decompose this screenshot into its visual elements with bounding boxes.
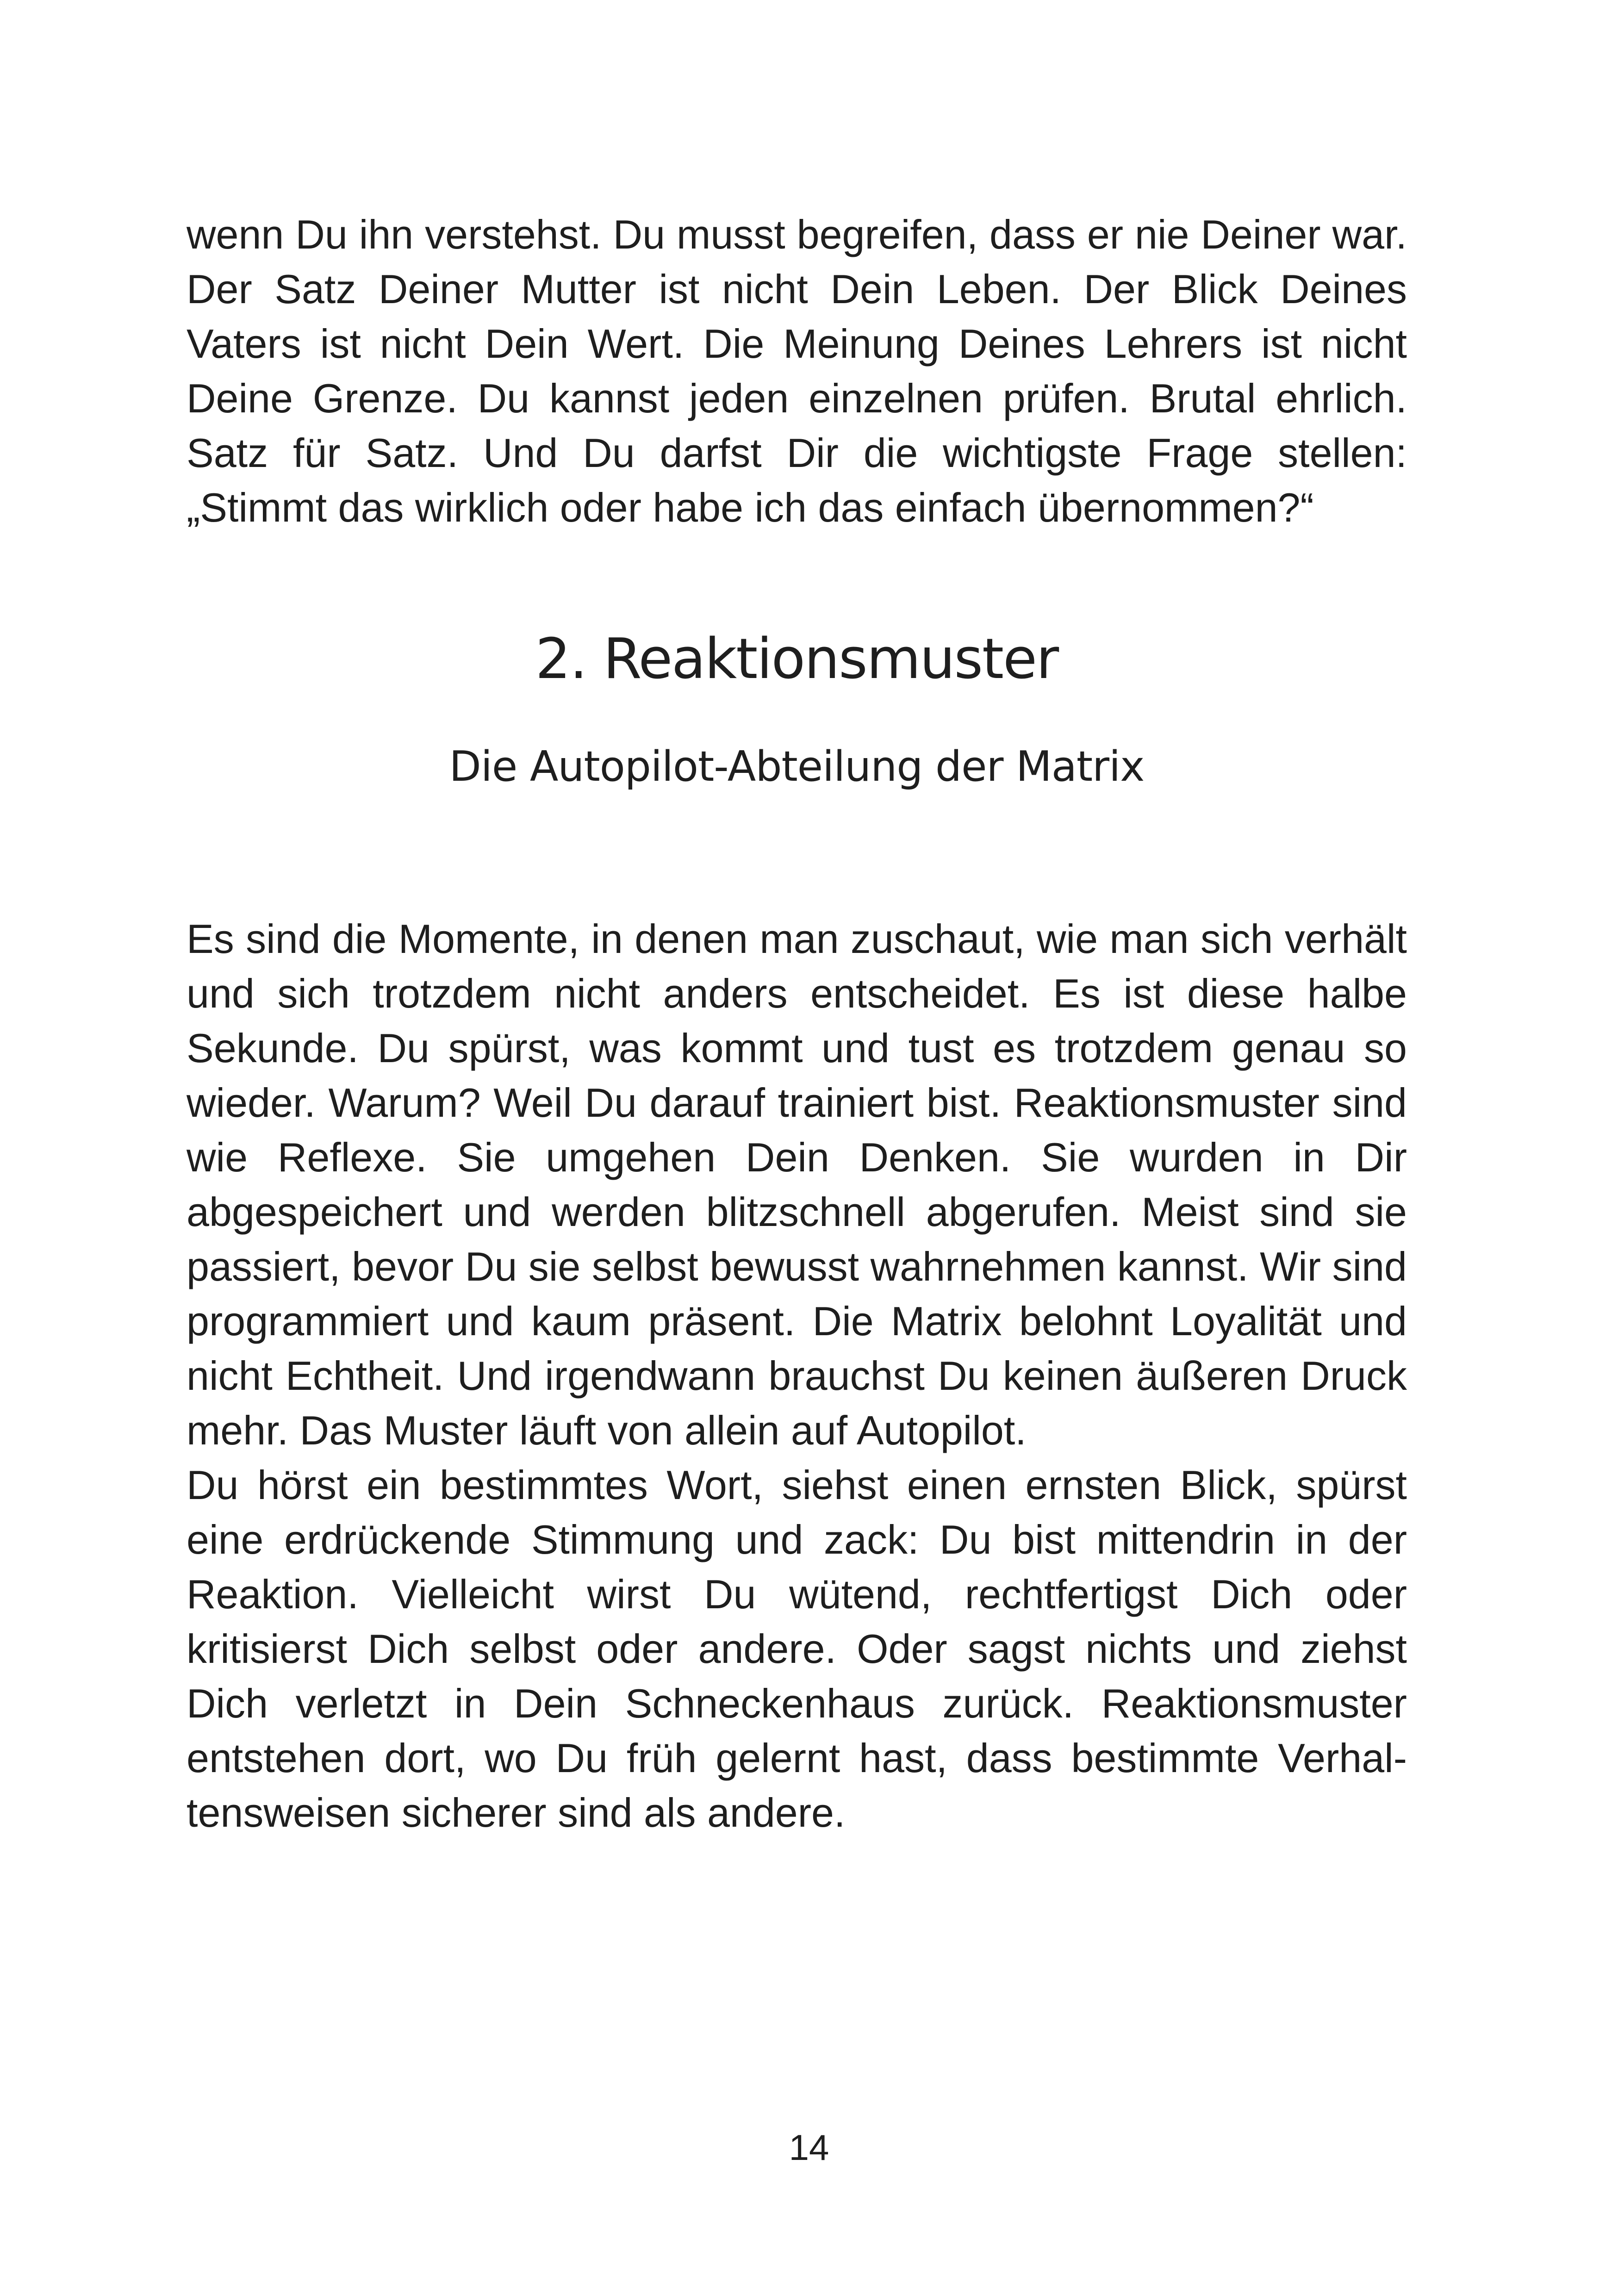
body-paragraph-2: Du hörst ein bestimmtes Wort, siehst einen ernsten Blick, spürst eine erdrückende Stimmung und zack: Du bist mittendrin in der Reaktion. Vielleicht wirst Du wütend, rechtfertigst Dich oder kritisierst Dich selbst oder andere. Oder sagst nichts und ziehst Dich verletzt in Dein Schneckenhaus zurück. Reaktionsmuster entstehen dort, wo Du früh gelernt hast, dass bestimmte Verhaltensweisen sicherer sind als andere. — [187, 1462, 1407, 1836]
chapter-title: 2. Reaktionsmuster — [535, 627, 1058, 691]
body-paragraph-1: Es sind die Momente, in denen man zuschaut, wie man sich verhält und sich trotzdem nicht anders entscheidet. Es ist diese halbe Sekunde. Du spürst, was kommt und tust es trotzdem genau so wieder. Warum? Weil Du darauf trainiert bist. Reaktionsmuster sind wie Reflexe. Sie umgehen Dein Denken. Sie wurden in Dir abgespeichert und werden blitzschnell abgerufen. Meist sind sie passiert, bevor Du sie selbst bewusst wahrnehmen kannst. Wir sind programmiert und kaum präsent. Die Matrix belohnt Loyalität und nicht Echtheit. Und irgendwann brauchst Du keinen äußeren Druck mehr. Das Muster läuft von allein auf Autopilot. — [187, 916, 1407, 1453]
chapter-subtitle: Die Autopilot-Abteilung der Matrix — [449, 742, 1145, 791]
chapter-body — [187, 912, 1407, 1840]
page-number: 14 — [789, 2127, 829, 2168]
intro-paragraph-block — [187, 207, 1407, 535]
intro-paragraph: wenn Du ihn verstehst. Du musst begreifen, dass er nie Deiner war. Der Satz Deiner Mutter ist nicht Dein Leben. Der Blick Deines Vaters ist nicht Dein Wert. Die Meinung Deines Lehrers ist nicht Deine Grenze. Du kannst jeden einzelnen prüfen. Brutal ehrlich. Satz für Satz. Und Du darfst Dir die wichtigste Frage stellen: „Stimmt das wirklich oder habe ich das einfach übernommen?“ — [187, 212, 1407, 530]
